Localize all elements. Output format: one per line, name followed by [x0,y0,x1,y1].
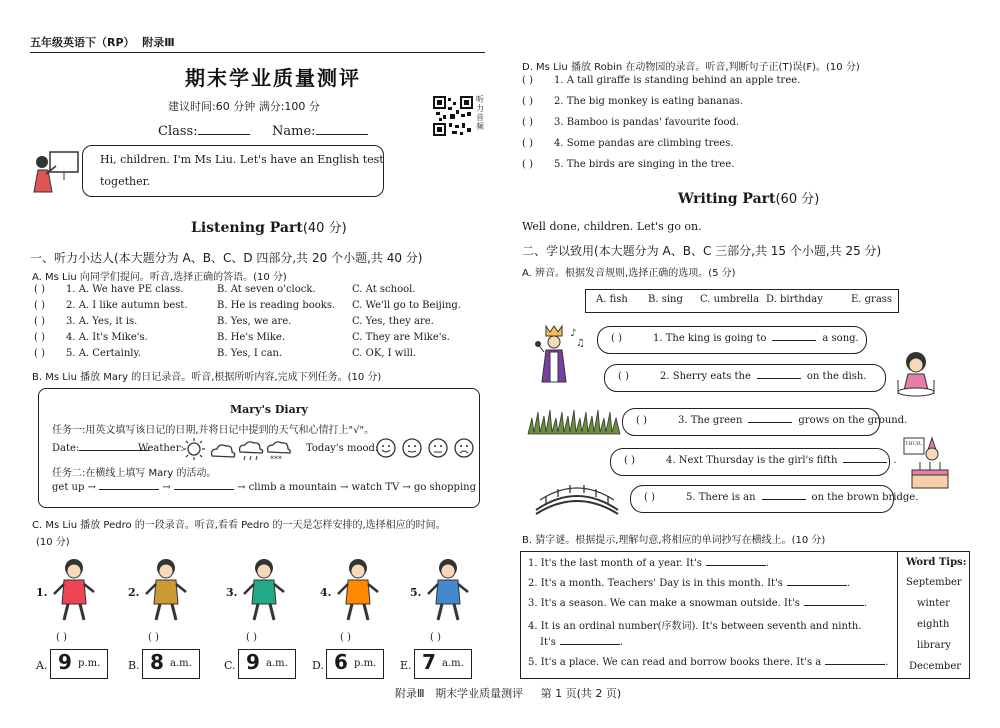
phonics-answer-paren[interactable]: ( ) [624,455,635,466]
mood-icons [376,436,476,460]
phonics-sentence [678,415,907,426]
time-ampm: a.m. [266,658,288,669]
king-singing-icon [528,322,588,384]
section1-heading: 一、听力小达人(本大题分为 A、B、C、D 四部分,共 20 个小题,共 40 分) [30,251,423,265]
tf-statement: 2. The big monkey is eating bananas. [554,96,743,107]
phonics-answer-paren[interactable]: ( ) [636,415,647,426]
header-rule [30,52,485,53]
phonics-answer-paren[interactable]: ( ) [618,371,629,382]
word-tip: winter [917,598,950,609]
pedro-activity-icon [48,556,100,624]
picture-number: 2. [128,586,140,599]
rainy-icon[interactable] [240,442,263,460]
riddle-answer-blank[interactable] [706,565,766,566]
phonics-sentence-end: a song. [822,333,859,344]
question-option-b: B. Yes, I can. [217,348,283,359]
time-hour: 9 [246,650,260,674]
picture-number: 5. [410,586,422,599]
time-hour: 6 [334,650,348,674]
weather-icons [182,436,292,464]
partB-instruction: B. Ms Liu 播放 Mary 的日记录音。听音,根据所听内容,完成下列任务。(10 分) [32,372,382,383]
phonics-blank[interactable] [772,340,816,341]
partC-instruction: C. Ms Liu 播放 Pedro 的一段录音。听音,看看 Pedro 的一天是怎样安排的,选择相应的时间。 [32,520,446,531]
phonics-option: A. fish [596,294,628,305]
riddle-text: 4. It is an ordinal number(序数词). It's between seventh and ninth. [528,621,862,632]
picture-number: 1. [36,586,48,599]
teacher-speech-line2: together. [100,175,151,188]
question-option-b: B. At seven o'clock. [217,284,316,295]
writing-intro: Well done, children. Let's go on. [522,220,702,233]
riddle-end: . [863,598,868,609]
phonics-sentence [660,371,866,382]
picture-answer-paren[interactable]: ( ) [148,632,159,643]
wpartA-instruction: A. 辨音。根据发音规则,选择正确的选项。(5 分) [522,268,736,279]
riddle-answer-blank[interactable] [825,664,885,665]
answer-paren[interactable]: ( ) [34,332,45,343]
phonics-blank[interactable] [757,378,801,379]
date-field[interactable]: Date: [52,443,149,454]
svg-text:***: *** [270,455,282,464]
phonics-answer-paren[interactable]: ( ) [644,492,655,503]
calendar-label: THUR. [905,441,923,447]
answer-paren[interactable]: ( ) [34,284,45,295]
question-option-c: C. They are Mike's. [352,332,450,343]
question-option-c: C. We'll go to Beijing. [352,300,461,311]
writing-title: Writing Part(60 分) [678,191,820,207]
riddle-line [528,578,850,589]
riddle-text: 5. It's a place. We can read and borrow books there. It's a [528,657,822,668]
sunny-icon[interactable] [183,438,205,460]
answer-paren[interactable]: ( ) [34,348,45,359]
question-option-b: B. He's Mike. [217,332,285,343]
picture-answer-paren[interactable]: ( ) [430,632,441,643]
picture-answer-paren[interactable]: ( ) [340,632,351,643]
activity-blank-2[interactable] [174,489,234,490]
sad-face-icon[interactable] [455,439,473,457]
phonics-sentence [666,455,897,466]
phonics-blank[interactable] [843,462,887,463]
riddle-text: 3. It's a season. We can make a snowman outside. It's [528,598,800,609]
time-ampm: p.m. [78,658,101,669]
riddle-line [528,617,862,632]
tf-answer-paren[interactable]: ( ) [522,138,533,149]
word-tip: December [909,661,962,672]
snowy-icon[interactable] [268,442,291,464]
phonics-sentence-start: 4. Next Thursday is the girl's fifth [666,455,838,466]
word-tip: September [906,577,962,588]
riddle-text: 1. It's the last month of a year. It's [528,558,702,569]
phonics-option: C. umbrella [700,294,760,305]
word-tip: library [917,640,951,651]
diary-title: Mary's Diary [230,403,308,416]
question-option-c: C. OK, I will. [352,348,417,359]
diary-task1: 任务一:用英文填写该日记的日期,并将日记中提到的天气和心情打上"√"。 [52,425,375,436]
question-option-c: C. Yes, they are. [352,316,434,327]
pedro-activity-icon [140,556,192,624]
phonics-sentence [653,333,859,344]
tf-statement: 1. A tall giraffe is standing behind an apple tree. [554,75,801,86]
section2-heading: 二、学以致用(本大题分为 A、B、C 三部分,共 15 个小题,共 25 分) [522,244,882,258]
tf-answer-paren[interactable]: ( ) [522,159,533,170]
phonics-blank[interactable] [762,499,806,500]
phonics-option: B. sing [648,294,683,305]
class-field[interactable]: Class: [158,124,250,139]
time-info: 建议时间:60 分钟 满分:100 分 [168,100,320,113]
riddle-answer-blank[interactable] [787,585,847,586]
qr-code-icon[interactable] [432,95,474,137]
weather-label: Weather: [138,443,184,454]
pedro-activity-icon [238,556,290,624]
birthday-girl-icon [902,436,954,492]
girl-eating-icon [890,348,942,400]
header-book: 五年级英语下（RP） 附录Ⅲ [30,36,175,49]
question-option-b: B. He is reading books. [217,300,336,311]
phonics-sentence-start: 3. The green [678,415,743,426]
time-option-letter: E. [400,659,412,672]
riddle-table-divider [897,551,898,678]
teacher-speech-line1: Hi, children. I'm Ms Liu. Let's have an English test [100,153,384,166]
partD-instruction: D. Ms Liu 播放 Robin 在动物园的录音。听音,判断句子正(T)误(F)。(10 分) [522,62,860,73]
partA-instruction: A. Ms Liu 向同学们提问。听音,选择正确的答语。(10 分) [32,272,287,283]
time-option-letter: A. [36,659,48,672]
activity-blank-1[interactable] [99,489,159,490]
phonics-sentence-start: 5. There is an [686,492,756,503]
time-hour: 7 [422,650,436,674]
riddle-end: . [619,637,624,648]
tf-answer-paren[interactable]: ( ) [522,117,533,128]
time-option-letter: D. [312,659,324,672]
riddle-line [528,657,888,668]
picture-answer-paren[interactable]: ( ) [246,632,257,643]
neutral-face-icon[interactable] [429,439,447,457]
tf-answer-paren[interactable]: ( ) [522,75,533,86]
riddle-answer-blank[interactable] [560,644,620,645]
pedro-activity-icon [332,556,384,624]
question-option-c: C. At school. [352,284,416,295]
riddle-end: . [885,657,889,668]
teacher-icon [30,150,82,196]
question-option-a: 3. A. Yes, it is. [66,316,138,327]
phonics-sentence-end: on the brown bridge. [811,492,919,503]
pedro-activity-icon [422,556,474,624]
phonics-sentence-end: on the dish. [806,371,867,382]
diary-task2: 任务二:在横线上填写 Mary 的活动。 [52,468,217,479]
time-option-letter: B. [128,659,140,672]
phonics-option: D. birthday [766,294,823,305]
page-title: 期末学业质量测评 [185,66,361,90]
picture-number: 3. [226,586,238,599]
word-tips-title: Word Tips: [906,557,967,568]
bridge-icon [532,482,622,516]
tf-statement: 3. Bamboo is pandas' favourite food. [554,117,740,128]
phonics-sentence-end: grows on the ground. [798,415,908,426]
cloudy-icon[interactable] [212,445,235,457]
phonics-sentence-start: 2. Sherry eats the [660,371,751,382]
answer-paren[interactable]: ( ) [34,300,45,311]
picture-answer-paren[interactable]: ( ) [56,632,67,643]
riddle-text: 2. It's a month. Teachers' Day is in this month. It's [528,578,783,589]
riddle-line [528,598,867,609]
happy-face-icon[interactable] [377,439,395,457]
word-tip: eighth [917,619,950,630]
question-option-a: 1. A. We have PE class. [66,284,184,295]
riddle-end: . [846,578,851,589]
riddle-line [528,558,769,569]
phonics-sentence-start: 1. The king is going to [653,333,767,344]
riddle-text: It's [540,637,556,648]
question-option-a: 5. A. Certainly. [66,348,141,359]
svg-text:♫: ♫ [576,338,585,349]
phonics-sentence [686,492,918,503]
tf-statement: 4. Some pandas are climbing trees. [554,138,734,149]
time-ampm: a.m. [442,658,464,669]
riddle-line [540,637,623,648]
listening-title: Listening Part(40 分) [191,220,347,236]
wpartB-instruction: B. 猜字谜。根据提示,理解句意,将相应的单词抄写在横线上。(10 分) [522,535,826,546]
riddle-end: . [765,558,770,569]
smile-face-icon[interactable] [403,439,421,457]
answer-paren[interactable]: ( ) [34,316,45,327]
qr-label: 听力音频 [476,95,484,131]
time-option-letter: C. [224,659,236,672]
grass-icon [526,402,622,438]
name-field[interactable]: Name: [272,124,368,139]
phonics-option: E. grass [851,294,893,305]
question-option-a: 4. A. It's Mike's. [66,332,148,343]
time-hour: 8 [150,650,164,674]
phonics-sentence-end: . [893,455,897,466]
question-option-b: B. Yes, we are. [217,316,292,327]
time-ampm: a.m. [170,658,192,669]
phonics-blank[interactable] [748,422,792,423]
tf-statement: 5. The birds are singing in the tree. [554,159,735,170]
time-ampm: p.m. [354,658,377,669]
svg-text:♪: ♪ [570,328,577,339]
time-hour: 9 [58,650,72,674]
activity-line: get up → → → climb a mountain → watch TV → go shopping [52,482,476,493]
partC-instruction-2: (10 分) [36,537,70,548]
mood-label: Today's mood: [306,443,379,454]
question-option-a: 2. A. I like autumn best. [66,300,188,311]
footer: 附录Ⅲ 期末学业质量测评 第 1 页(共 2 页) [395,687,622,700]
picture-number: 4. [320,586,332,599]
tf-answer-paren[interactable]: ( ) [522,96,533,107]
phonics-answer-paren[interactable]: ( ) [611,333,622,344]
riddle-answer-blank[interactable] [804,605,864,606]
